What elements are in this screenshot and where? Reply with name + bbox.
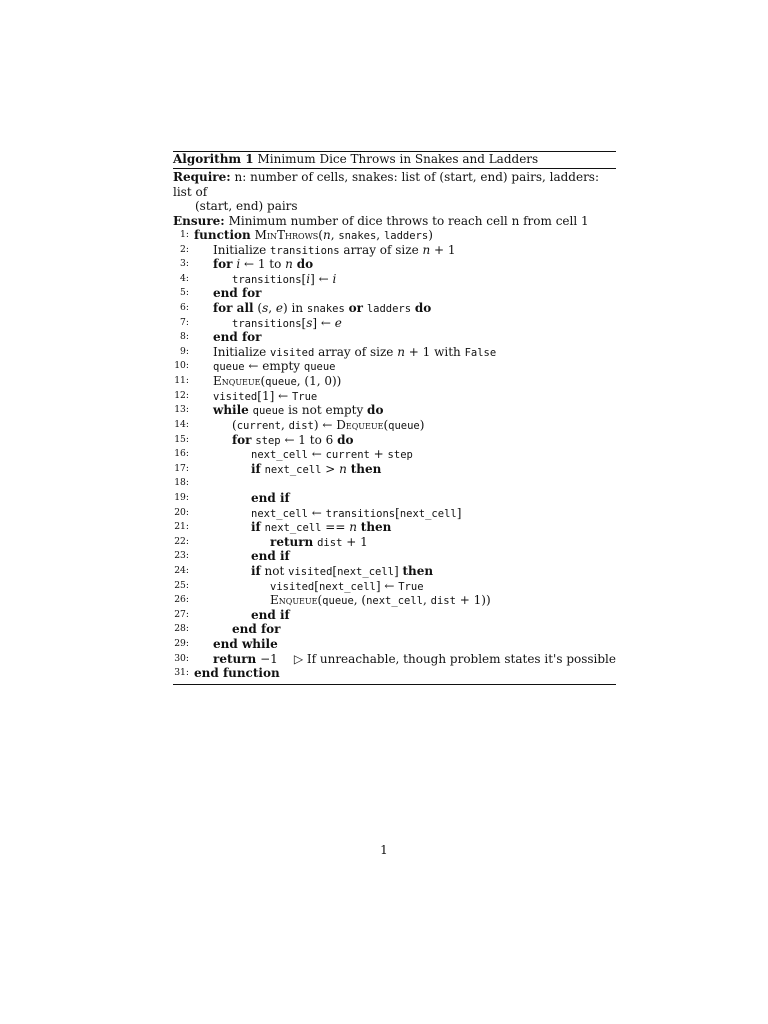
line-number: 14: (174, 418, 189, 430)
code-line (173, 462, 616, 477)
code-line (173, 666, 616, 681)
line-number: 16: (174, 448, 189, 460)
code-line (173, 403, 616, 418)
line-code: transitions[s] ← e (232, 315, 342, 330)
line-number: 30: (174, 652, 189, 664)
code-line (173, 257, 616, 272)
line-code: Initialize visited array of size n + 1 with False (213, 344, 497, 359)
line-number: 13: (174, 404, 189, 416)
line-comment: ▷ If unreachable, though problem states it's possible (293, 651, 616, 666)
line-number: 11: (174, 375, 189, 387)
line-number: 7: (180, 316, 189, 328)
line-number: 20: (174, 506, 189, 518)
line-code: for step ← 1 to 6 do (232, 432, 354, 447)
require-text-1: n: number of cells, snakes: list of (start, end) pairs, ladders: list of (173, 170, 600, 199)
line-code: next_cell ← transitions[next_cell] (251, 505, 462, 520)
line-code: visited[1] ← True (213, 388, 318, 403)
code-line (173, 579, 616, 594)
code-line (173, 316, 616, 331)
algorithm-title: Minimum Dice Throws in Snakes and Ladders (257, 152, 539, 166)
ensure-block (173, 214, 616, 229)
code-line (173, 491, 616, 506)
line-code: (current, dist) ← Dequeue(queue) (232, 417, 425, 432)
code-line (173, 228, 616, 243)
line-number: 27: (174, 608, 189, 620)
code-line (173, 637, 616, 652)
line-code: for all (s, e) in snakes or ladders do (213, 301, 432, 316)
line-number: 10: (174, 360, 189, 372)
line-number: 12: (174, 389, 189, 401)
code-line (173, 389, 616, 404)
require-label: Require: (173, 170, 231, 184)
line-code: end function (194, 666, 280, 681)
code-line (173, 301, 616, 316)
code-line (173, 243, 616, 258)
line-code: end for (213, 330, 262, 345)
code-line (173, 286, 616, 301)
line-number: 9: (180, 345, 189, 357)
code-line (173, 447, 616, 462)
code-line (173, 622, 616, 637)
line-code: end if (251, 490, 290, 505)
code-line (173, 549, 616, 564)
line-number: 18: (174, 477, 189, 489)
line-code: end if (251, 607, 290, 622)
line-number: 3: (180, 258, 189, 270)
line-code: for i ← 1 to n do (213, 257, 314, 272)
line-number: 26: (174, 594, 189, 606)
code-line (173, 564, 616, 579)
code-line (173, 520, 616, 535)
code-line (173, 593, 616, 608)
line-number: 17: (174, 462, 189, 474)
line-code: Initialize transitions array of size n + 1 (213, 242, 456, 257)
algorithm-block (173, 151, 616, 685)
line-code: function MinThrows(n, snakes, ladders) (194, 228, 433, 242)
line-number: 6: (180, 302, 189, 314)
line-number: 15: (174, 433, 189, 445)
code-line (173, 418, 616, 433)
code-line (173, 476, 616, 491)
line-code: transitions[i] ← i (232, 271, 337, 286)
line-code: if next_cell > n then (251, 461, 382, 476)
code-line (173, 608, 616, 623)
code-line (173, 359, 616, 374)
code-line (173, 506, 616, 521)
code-line (173, 272, 616, 287)
line-number: 31: (174, 667, 189, 679)
line-code: queue ← empty queue (213, 359, 336, 374)
line-code: Enqueue(queue, (1, 0)) (213, 374, 342, 389)
line-number: 19: (174, 491, 189, 503)
code-line (173, 330, 616, 345)
code-line (173, 652, 616, 667)
page-number: 1 (380, 843, 388, 857)
line-number: 24: (174, 565, 189, 577)
line-code: end for (232, 622, 281, 637)
line-code: while queue is not empty do (213, 403, 384, 418)
line-number: 1: (180, 229, 189, 240)
code-line (173, 433, 616, 448)
line-code: next_cell ← current + step (251, 447, 413, 462)
algorithm-label: Algorithm 1 (173, 152, 254, 166)
ensure-text: Minimum number of dice throws to reach cell n from cell 1 (228, 213, 589, 228)
line-code: return dist + 1 (270, 534, 368, 549)
bottom-rule (173, 684, 616, 685)
line-number: 25: (174, 579, 189, 591)
line-code: end while (213, 637, 278, 652)
line-number: 2: (180, 243, 189, 255)
ensure-label: Ensure: (173, 213, 225, 228)
code-lines (173, 228, 616, 681)
line-code: end if (251, 549, 290, 564)
line-number: 21: (174, 521, 189, 533)
line-number: 8: (180, 331, 189, 343)
require-text-2: (start, end) pairs (195, 199, 298, 213)
caption-rule (173, 168, 616, 169)
line-number: 28: (174, 623, 189, 635)
line-code: return −1 (213, 651, 278, 666)
algorithm-caption (173, 152, 616, 168)
require-block (173, 170, 616, 214)
line-number: 29: (174, 638, 189, 650)
line-number: 5: (180, 287, 189, 299)
code-line (173, 345, 616, 360)
line-code: end for (213, 286, 262, 301)
code-line (173, 374, 616, 389)
line-code: Enqueue(queue, (next_cell, dist + 1)) (270, 593, 491, 608)
code-line (173, 535, 616, 550)
line-number: 4: (180, 272, 189, 284)
line-number: 23: (174, 550, 189, 562)
line-code: visited[next_cell] ← True (270, 578, 424, 593)
line-number: 22: (174, 535, 189, 547)
line-code: if next_cell == n then (251, 520, 392, 535)
line-code: if not visited[next_cell] then (251, 564, 434, 579)
